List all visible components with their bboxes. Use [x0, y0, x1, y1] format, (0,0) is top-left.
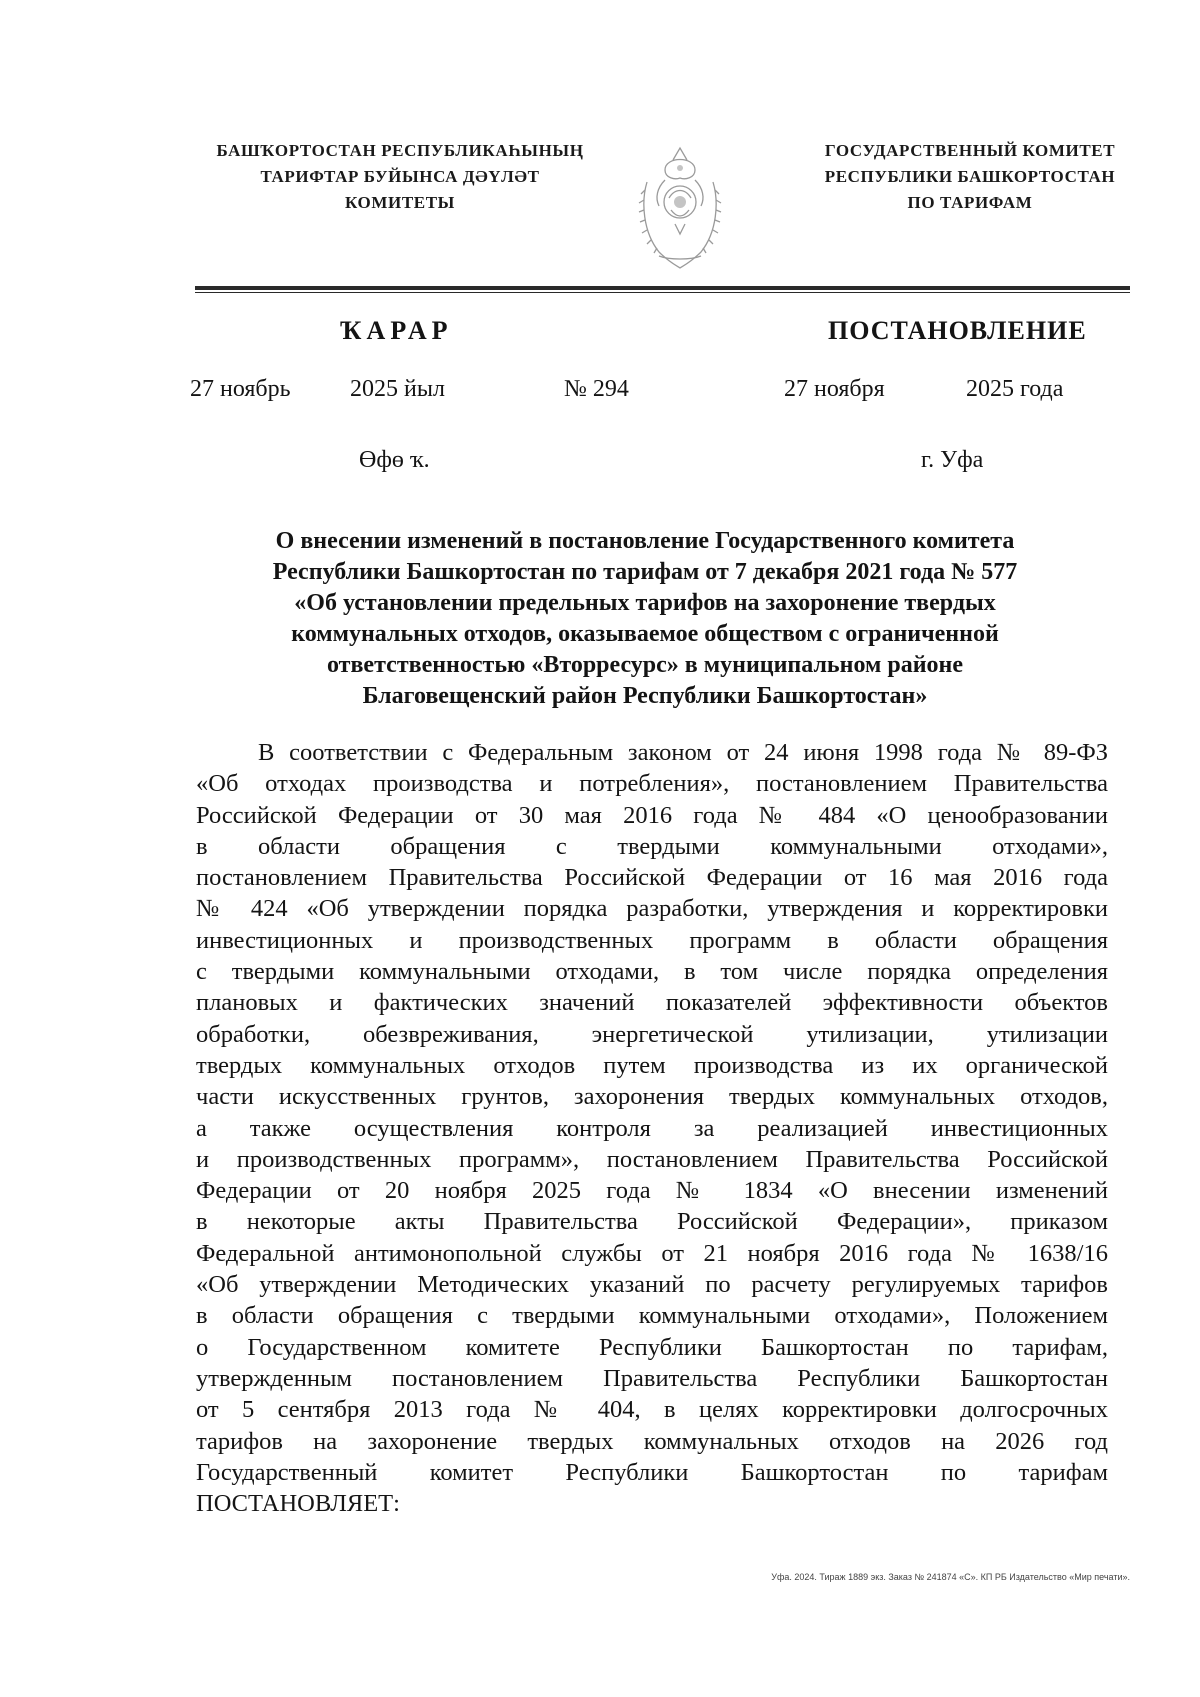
body-line: Российской Федерации от 30 мая 2016 года № 484 «О ценообразовании [196, 801, 1108, 829]
left-organization-name [190, 138, 610, 216]
left-org-line: БАШҠОРТОСТАН РЕСПУБЛИКАҺЫНЫҢ [216, 141, 584, 160]
coat-of-arms-emblem [635, 140, 725, 272]
body-paragraph [196, 737, 1108, 1519]
header-divider-thin [195, 292, 1130, 293]
body-line: обработки, обезвреживания, энергетической утилизации, утилизации [196, 1020, 1108, 1048]
right-org-line: ПО ТАРИФАМ [907, 193, 1033, 212]
title-line: «Об установлении предельных тарифов на захоронение твердых [294, 590, 996, 616]
body-line: Государственный комитет Республики Башкортостан по тарифам [196, 1458, 1108, 1486]
document-number: № 294 [564, 376, 629, 402]
body-line: от 5 сентября 2013 года № 404, в целях корректировки долгосрочных [196, 1396, 1108, 1424]
body-line: ПОСТАНОВЛЯЕТ: [196, 1490, 400, 1518]
body-line: тарифов на захоронение твердых коммунальных отходов на 2026 год [196, 1427, 1108, 1455]
body-line: «Об отходах производства и потребления», постановлением Правительства [196, 770, 1108, 798]
doc-type-bashkir: ҠАРАР [340, 316, 453, 345]
date-year-bashkir: 2025 йыл [350, 376, 445, 402]
date-year-russian: 2025 года [966, 376, 1064, 402]
place-russian: г. Уфа [921, 447, 984, 473]
body-line: о Государственном комитете Республики Башкортостан по тарифам, [196, 1333, 1108, 1361]
body-line: плановых и фактических значений показателей эффективности объектов [196, 989, 1108, 1017]
body-line: утвержденным постановлением Правительства Республики Башкортостан [196, 1364, 1108, 1392]
document-title [190, 526, 1100, 712]
body-line: Федеральной антимонопольной службы от 21 ноября 2016 года № 1638/16 [196, 1239, 1108, 1267]
right-org-line: ГОСУДАРСТВЕННЫЙ КОМИТЕТ [824, 141, 1116, 160]
body-line: твердых коммунальных отходов путем производства из их органической [196, 1051, 1108, 1079]
body-line: «Об утверждении Методических указаний по расчету регулируемых тарифов [196, 1271, 1108, 1299]
body-line: а также осуществления контроля за реализацией инвестиционных [196, 1114, 1108, 1142]
body-line: в области обращения с твердыми коммунальными отходами», [196, 832, 1108, 860]
body-line: и производственных программ», постановлением Правительства Российской [196, 1145, 1108, 1173]
date-day-bashkir: 27 ноябрь [190, 376, 291, 402]
body-line: постановлением Правительства Российской Федерации от 16 мая 2016 года [196, 864, 1108, 892]
title-line: Благовещенский район Республики Башкортостан» [362, 683, 928, 709]
date-day-russian: 27 ноября [784, 376, 885, 402]
title-line: О внесении изменений в постановление Государственного комитета [275, 528, 1015, 554]
header-divider-thick [195, 286, 1130, 290]
body-line: № 424 «Об утверждении порядка разработки, утверждения и корректировки [196, 895, 1108, 923]
title-line: ответственностью «Вторресурс» в муниципальном районе [327, 652, 963, 678]
title-line: коммунальных отходов, оказываемое обществом с ограниченной [291, 621, 999, 647]
body-line: с твердыми коммунальными отходами, в том числе порядка определения [196, 958, 1108, 986]
left-org-line: КОМИТЕТЫ [345, 193, 455, 212]
body-line: В соответствии с Федеральным законом от 24 июня 1998 года № 89-ФЗ [258, 739, 1108, 766]
body-line: инвестиционных и производственных программ в области обращения [196, 926, 1108, 954]
doc-type-russian: ПОСТАНОВЛЕНИЕ [828, 316, 1087, 345]
body-line: в некоторые акты Правительства Российской Федерации», приказом [196, 1208, 1108, 1236]
right-org-line: РЕСПУБЛИКИ БАШКОРТОСТАН [824, 167, 1116, 186]
right-organization-name [790, 138, 1150, 216]
body-line: части искусственных грунтов, захоронения твердых коммунальных отходов, [196, 1083, 1108, 1111]
place-bashkir: Өфө ҡ. [359, 447, 430, 473]
printer-footer: Уфа. 2024. Тираж 1889 экз. Заказ № 241874 «С». КП РБ Издательство «Мир печати». [771, 1572, 1130, 1582]
title-line: Республики Башкортостан по тарифам от 7 декабря 2021 года № 577 [272, 559, 1018, 585]
body-line: в области обращения с твердыми коммунальными отходами», Положением [196, 1302, 1108, 1330]
left-org-line: ТАРИФТАР БУЙЫНСА ДӘҮЛӘТ [260, 167, 540, 186]
body-line: Федерации от 20 ноября 2025 года № 1834 «О внесении изменений [196, 1177, 1108, 1205]
